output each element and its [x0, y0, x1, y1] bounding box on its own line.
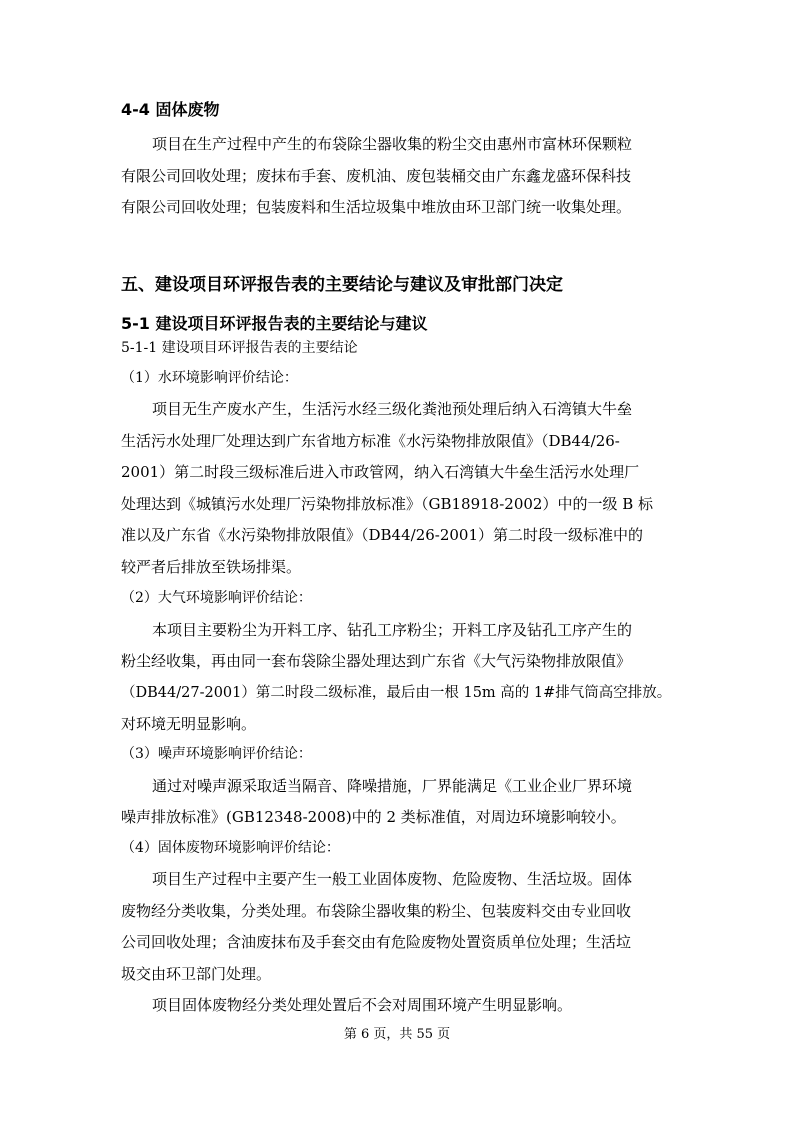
paragraph-line: 通过对噪声源采取适当隔音、降噪措施，厂界能满足《工业企业厂界环境 [152, 777, 633, 795]
paragraph-line: 本项目主要粉尘为开料工序、钻孔工序粉尘；开料工序及钻孔工序产生的 [152, 621, 633, 639]
noise-conclusion-title: （3）噪声环境影响评价结论： [121, 746, 312, 762]
paragraph-line: 项目固体废物经分类处理处置后不会对周围环境产生明显影响。 [152, 996, 573, 1014]
paragraph-line: 生活污水处理厂处理达到广东省地方标准《水污染物排放限值》（DB44/26- [121, 432, 620, 450]
page-number-footer: 第 6 页，共 55 页 [343, 1027, 451, 1042]
paragraph-line: 圾交由环卫部门处理。 [121, 965, 272, 983]
section-heading-4-4: 4-4 固体废物 [121, 100, 220, 119]
paragraph-line: 有限公司回收处理；包装废料和生活垃圾集中堆放由环卫部门统一收集处理。 [121, 198, 632, 216]
paragraph-line: 公司回收处理；含油废抹布及手套交由有危险废物处置资质单位处理；生活垃 [121, 933, 632, 951]
paragraph-line: 准以及广东省《水污染物排放限值》（DB44/26-2001）第二时段一级标准中的 [121, 526, 644, 544]
air-conclusion-title: （2）大气环境影响评价结论： [121, 590, 312, 606]
subsection-heading-5-1-1: 5-1-1 建设项目环评报告表的主要结论 [121, 340, 358, 356]
paragraph-line: 项目无生产废水产生，生活污水经三级化粪池预处理后纳入石湾镇大牛垒 [152, 400, 633, 418]
paragraph-line: （DB44/27-2001）第二时段二级标准，最后由一根 15m 高的 1#排气筒高空排放。 [121, 685, 672, 701]
paragraph-line: 处理达到《城镇污水处理厂污染物排放标准》（GB18918-2002）中的一级 B 标 [121, 495, 654, 513]
paragraph-line: 废物经分类收集，分类处理。布袋除尘器收集的粉尘、包装废料交由专业回收 [121, 902, 632, 920]
paragraph-line: 有限公司回收处理；废抹布手套、废机油、废包装桶交由广东鑫龙盛环保科技 [121, 167, 632, 185]
chapter-heading-5: 五、建设项目环评报告表的主要结论与建议及审批部门决定 [121, 275, 563, 295]
paragraph-line: 粉尘经收集，再由同一套布袋除尘器处理达到广东省《大气污染物排放限值》 [121, 652, 632, 670]
paragraph-line: 2001）第二时段三级标准后进入市政管网，纳入石湾镇大牛垒生活污水处理厂 [121, 463, 640, 481]
paragraph-line: 对环境无明显影响。 [121, 715, 257, 733]
paragraph-line: 较严者后排放至铁场排渠。 [121, 558, 302, 576]
paragraph-line: 噪声排放标准》(GB12348-2008)中的 2 类标准值，对周边环境影响较小。 [121, 808, 626, 826]
paragraph-line: 项目在生产过程中产生的布袋除尘器收集的粉尘交由惠州市富林环保颗粒 [152, 135, 633, 153]
solid-waste-conclusion-title: （4）固体废物环境影响评价结论： [121, 840, 340, 856]
section-heading-5-1: 5-1 建设项目环评报告表的主要结论与建议 [121, 314, 428, 333]
paragraph-line: 项目生产过程中主要产生一般工业固体废物、危险废物、生活垃圾。固体 [152, 870, 633, 888]
water-conclusion-title: （1）水环境影响评价结论： [121, 370, 298, 386]
